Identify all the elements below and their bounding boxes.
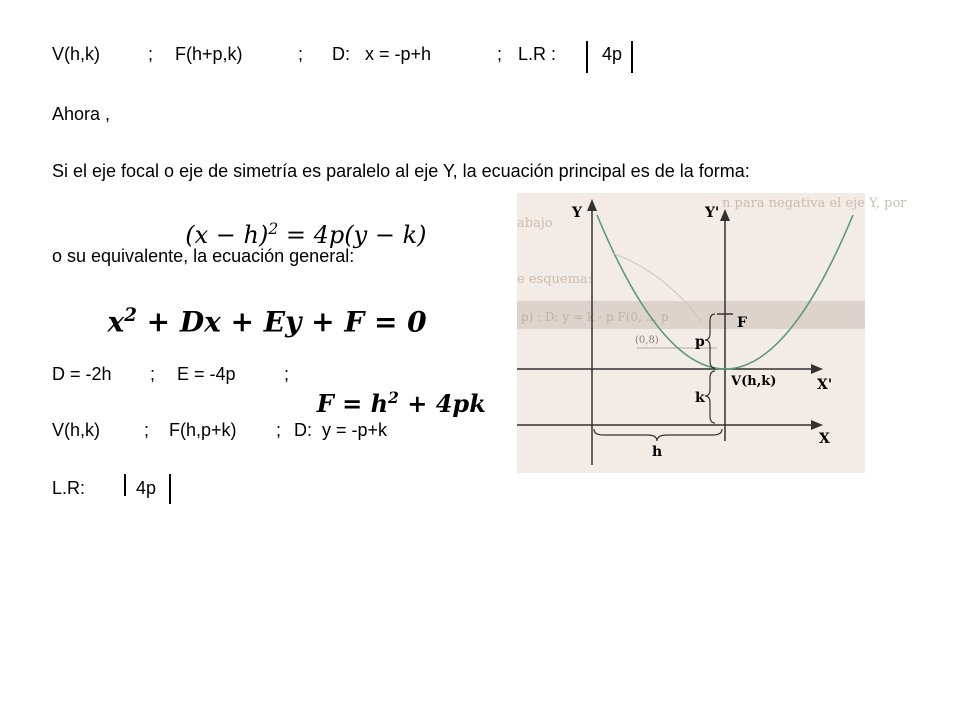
focus-label: F — [737, 315, 747, 331]
vertical-vertex-text: V(h,k) — [52, 420, 101, 440]
vertical-directrix-text: D: y = -p+k — [294, 420, 388, 440]
x-prime-axis-arrow-icon — [811, 364, 823, 374]
separator: ; — [276, 420, 282, 440]
h-brace — [594, 429, 722, 441]
coef-f-lhs: F = h — [316, 389, 389, 418]
equation-rhs: = 4p(y − k) — [278, 221, 427, 249]
separator: ; — [148, 44, 154, 64]
coef-e: E = -4p — [177, 364, 236, 384]
general-exponent: 2 — [124, 305, 137, 326]
latus-rectum-value-2: 4p — [136, 478, 157, 498]
latus-rectum-label: L.R : — [518, 44, 557, 64]
horizontal-directrix-text: D: x = -p+h — [332, 44, 432, 64]
axis-parallel-paragraph: Si el eje focal o eje de simetría es paralelo al eje Y, la ecuación principal es de la forma: — [52, 161, 750, 181]
background-scan-text: n para negativa el eje Y, por — [722, 196, 907, 211]
absolute-bar-right-2 — [169, 474, 171, 504]
general-rest: + Dx + Ey + F = 0 — [136, 305, 427, 339]
separator: ; — [150, 364, 156, 384]
equation-exponent: 2 — [268, 220, 279, 238]
vertical-focus-text: F(h,p+k) — [169, 420, 237, 440]
separator: ; — [497, 44, 503, 64]
absolute-bar-left — [586, 41, 588, 73]
point-label: (0,8) — [635, 335, 659, 346]
separator: ; — [284, 364, 290, 384]
y-prime-label: Y' — [705, 205, 720, 221]
x-axis-arrow-icon — [811, 420, 823, 430]
y-axis-arrow-icon — [587, 199, 597, 211]
absolute-bar-right — [631, 41, 633, 73]
h-label: h — [652, 444, 663, 460]
ahora-text: Ahora , — [52, 104, 111, 124]
general-x: x — [107, 305, 125, 339]
coef-f-rhs: + 4pk — [398, 389, 486, 418]
separator: ; — [144, 420, 150, 440]
coef-d: D = -2h — [52, 364, 112, 384]
horizontal-focus-text: F(h+p,k) — [175, 44, 243, 64]
absolute-bar-left-2 — [124, 474, 126, 496]
background-scan-text: e esquema: — [517, 272, 593, 287]
p-label: p — [695, 334, 705, 350]
k-label: k — [695, 390, 705, 406]
coef-f-exp: 2 — [388, 388, 399, 407]
x-prime-label: X' — [817, 377, 833, 393]
equation-lhs: (x − h) — [185, 221, 269, 249]
x-axis-label: X — [819, 431, 830, 447]
general-equation — [88, 272, 427, 338]
background-scan-text: p) : D: y = k - p F(0, ... p — [521, 310, 669, 324]
separator: ; — [298, 44, 304, 64]
k-brace — [705, 371, 715, 423]
principal-equation — [170, 192, 426, 249]
y-axis-label: Y — [572, 205, 582, 221]
background-scan-text: abajo — [517, 216, 553, 231]
parabola-diagram — [517, 193, 907, 473]
vertex-label: V(h,k) — [731, 374, 777, 389]
latus-rectum-value: 4p — [602, 44, 623, 64]
coef-f — [300, 359, 486, 418]
parabola-figure — [517, 193, 907, 473]
general-equation-label: o su equivalente, la ecuación general: — [52, 246, 355, 266]
horizontal-vertex-text: V(h,k) — [52, 44, 101, 64]
latus-rectum-label-2: L.R: — [52, 478, 86, 498]
